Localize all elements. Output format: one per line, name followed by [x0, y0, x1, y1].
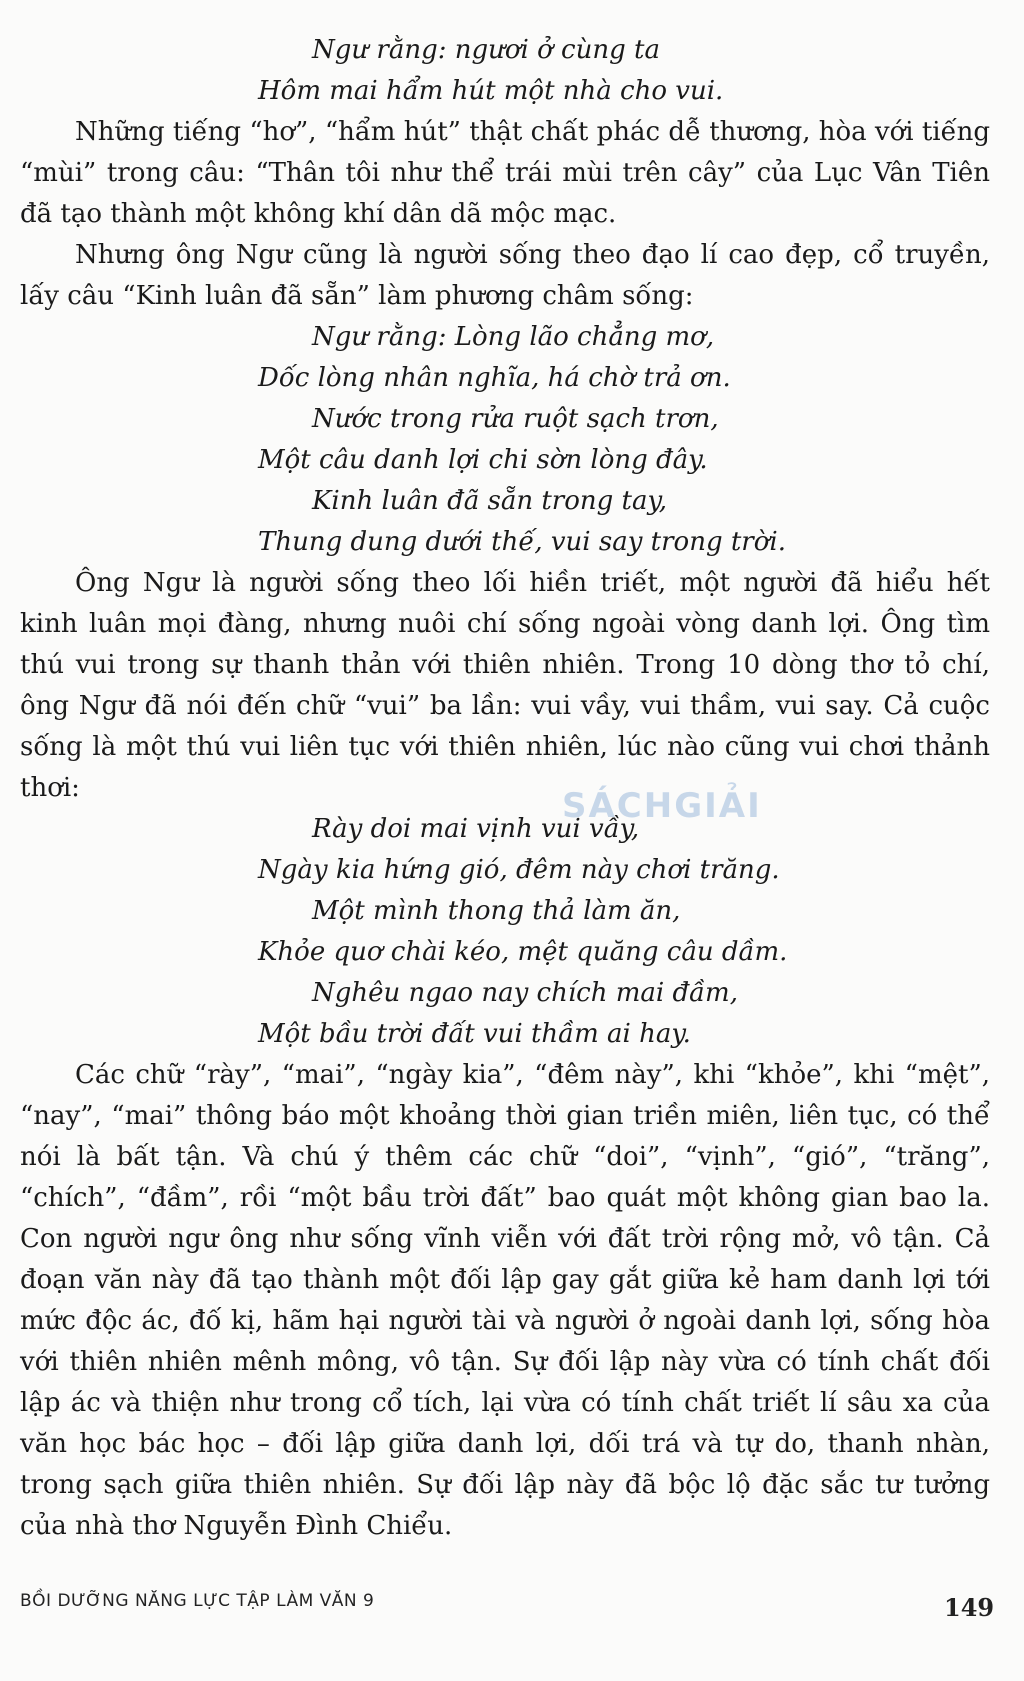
poem-stanza-2	[20, 317, 990, 563]
footer-book-title: BỒI DƯỠNG NĂNG LỰC TẬP LÀM VĂN 9	[20, 1591, 375, 1611]
page-number: 149	[944, 1593, 995, 1622]
verse-line: Ngày kia hứng gió, đêm này chơi trăng.	[258, 855, 780, 885]
poem-stanza-1	[20, 30, 990, 112]
verse-line: Một bầu trời đất vui thầm ai hay.	[258, 1019, 691, 1049]
poem-stanza-3	[20, 809, 990, 1055]
verse-line: Một mình thong thả làm ăn,	[312, 896, 681, 926]
verse-line: Khỏe quơ chài kéo, mệt quăng câu dầm.	[258, 937, 788, 967]
verse-line: Ngư rằng: Lòng lão chẳng mơ,	[312, 322, 715, 352]
verse-line: Nghêu ngao nay chích mai đầm,	[312, 978, 738, 1008]
verse-line: Ngư rằng: ngươi ở cùng ta	[312, 35, 660, 65]
paragraph-1: Những tiếng “hơ”, “hẩm hút” thật chất phác dễ thương, hòa với tiếng “mùi” trong câu: “Thân tôi như thể trái mùi trên cây” của Lục Vân Tiên đã tạo thành một không khí dân dã mộc mạc.	[20, 117, 990, 229]
verse-line: Rày doi mai vịnh vui vầy,	[312, 814, 640, 844]
page-body	[20, 30, 990, 1547]
verse-line: Thung dung dưới thế, vui say trong trời.	[258, 527, 786, 557]
verse-line: Kinh luân đã sẵn trong tay,	[312, 486, 667, 516]
verse-line: Nước trong rửa ruột sạch trơn,	[312, 404, 719, 434]
paragraph-3: Ông Ngư là người sống theo lối hiền triết, một người đã hiểu hết kinh luân mọi đàng, nhưng nuôi chí sống ngoài vòng danh lợi. Ông tìm thú vui trong sự thanh thản với thiên nhiên. Trong 10 dòng thơ tỏ chí, ông Ngư đã nói đến chữ “vui” ba lần: vui vầy, vui thầm, vui say. Cả cuộc sống là một thú vui liên tục với thiên nhiên, lúc nào cũng vui chơi thảnh thơi:	[20, 568, 990, 803]
verse-line: Dốc lòng nhân nghĩa, há chờ trả ơn.	[258, 363, 731, 393]
verse-line: Một câu danh lợi chi sờn lòng đây.	[258, 445, 708, 475]
verse-line: Hôm mai hẩm hút một nhà cho vui.	[258, 76, 724, 106]
watermark-logo: SÁCHGIẢI	[562, 786, 762, 826]
paragraph-4: Các chữ “rày”, “mai”, “ngày kia”, “đêm này”, khi “khỏe”, khi “mệt”, “nay”, “mai” thông báo một khoảng thời gian triền miên, liên tục, có thể nói là bất tận. Và chú ý thêm các chữ “doi”, “vịnh”, “gió”, “trăng”, “chích”, “đầm”, rồi “một bầu trời đất” bao quát một không gian bao la. Con người ngư ông như sống vĩnh viễn với đất trời rộng mở, vô tận. Cả đoạn văn này đã tạo thành một đối lập gay gắt giữa kẻ ham danh lợi tới mức độc ác, đố kị, hãm hại người tài và người ở ngoài danh lợi, sống hòa với thiên nhiên mênh mông, vô tận. Sự đối lập này vừa có tính chất đối lập ác và thiện như trong cổ tích, lại vừa có tính chất triết lí sâu xa của văn học bác học – đối lập giữa danh lợi, dối trá và tự do, thanh nhàn, trong sạch giữa thiên nhiên. Sự đối lập này đã bộc lộ đặc sắc tư tưởng của nhà thơ Nguyễn Đình Chiểu.	[20, 1060, 990, 1541]
paragraph-2: Nhưng ông Ngư cũng là người sống theo đạo lí cao đẹp, cổ truyền, lấy câu “Kinh luân đã sẵn” làm phương châm sống:	[20, 240, 990, 311]
